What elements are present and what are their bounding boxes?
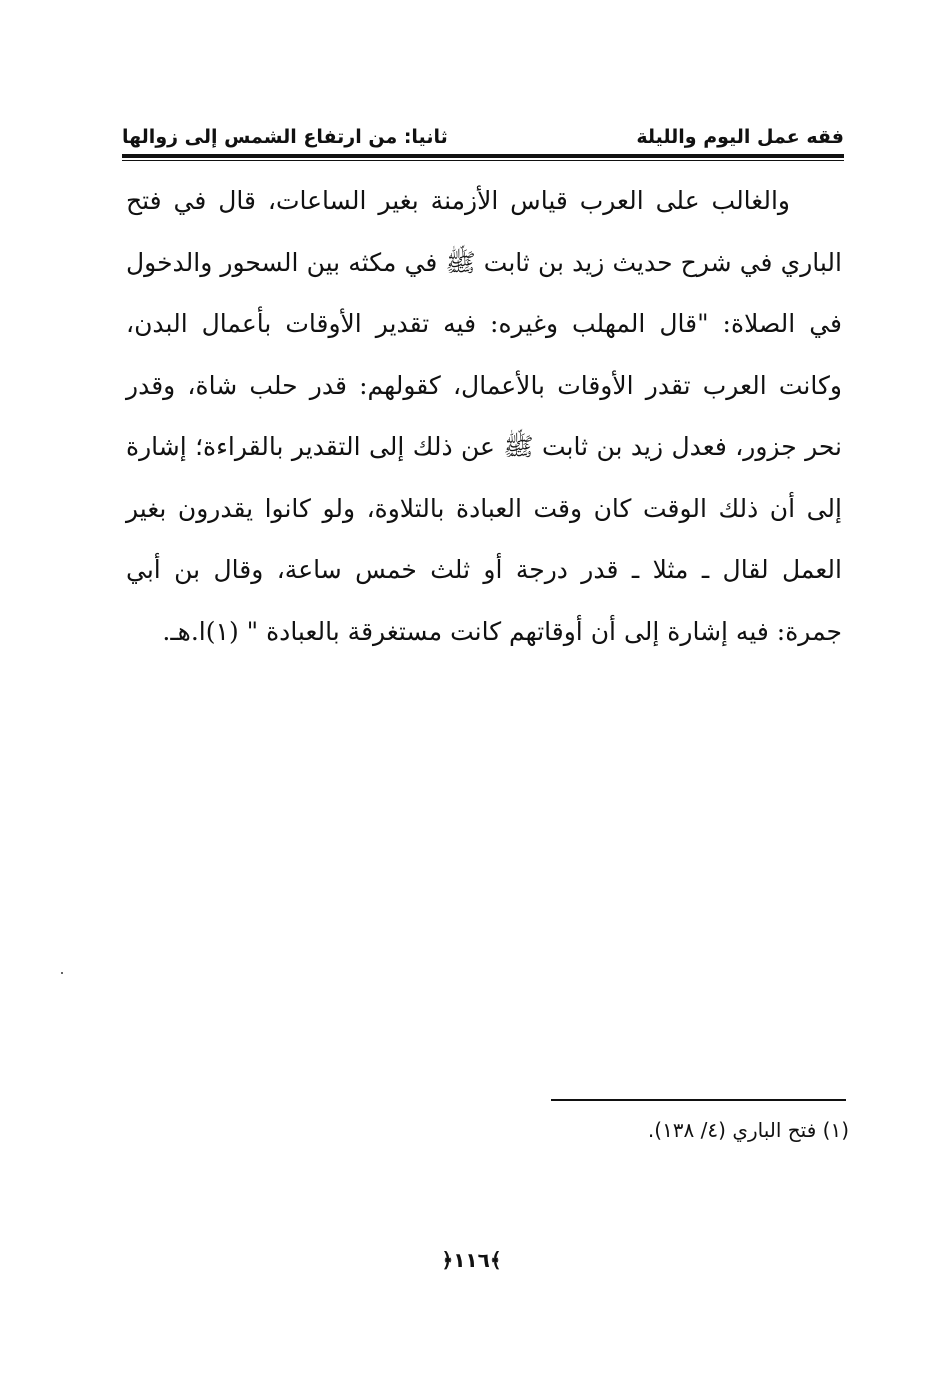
section-title: ثانيا: من ارتفاع الشمس إلى زوالها [122, 126, 448, 148]
page-number: ﴿١١٦﴾ [441, 1248, 502, 1272]
body-paragraph: والغالب على العرب قياس الأزمنة بغير الساعات، قال في فتح الباري في شرح حديث زيد بن ثابت ﷺ في مكثه بين السحور والدخول في الصلاة: "قال المهلب وغيره: فيه تقدير الأوقات بأعمال البدن، وكانت العرب تقدر الأوقات بالأعمال، كقولهم: قدر حلب شاة، وقدر نحر جزور، فعدل زيد بن ثابت ﷺ عن ذلك إلى التقدير بالقراءة؛ إشارة إلى أن ذلك الوقت كان وقت العبادة بالتلاوة، ولو كانوا يقدرون بغير العمل لقال ـ مثلا ـ قدر درجة أو ثلث خمس ساعة، وقال بن أبي جمرة: فيه إشارة إلى أن أوقاتهم كانت مستغرقة بالعبادة " (١)ا.هـ. [126, 186, 842, 646]
running-header [122, 122, 844, 154]
header-rule-thin [122, 160, 844, 161]
main-text [126, 170, 842, 662]
book-title: فقه عمل اليوم والليلة [636, 126, 844, 148]
footnote-rule [551, 1099, 846, 1101]
header-rule [122, 154, 844, 158]
scan-speck [61, 972, 63, 974]
footnote: (١) فتح الباري (٤/ ١٣٨). [647, 1118, 849, 1142]
